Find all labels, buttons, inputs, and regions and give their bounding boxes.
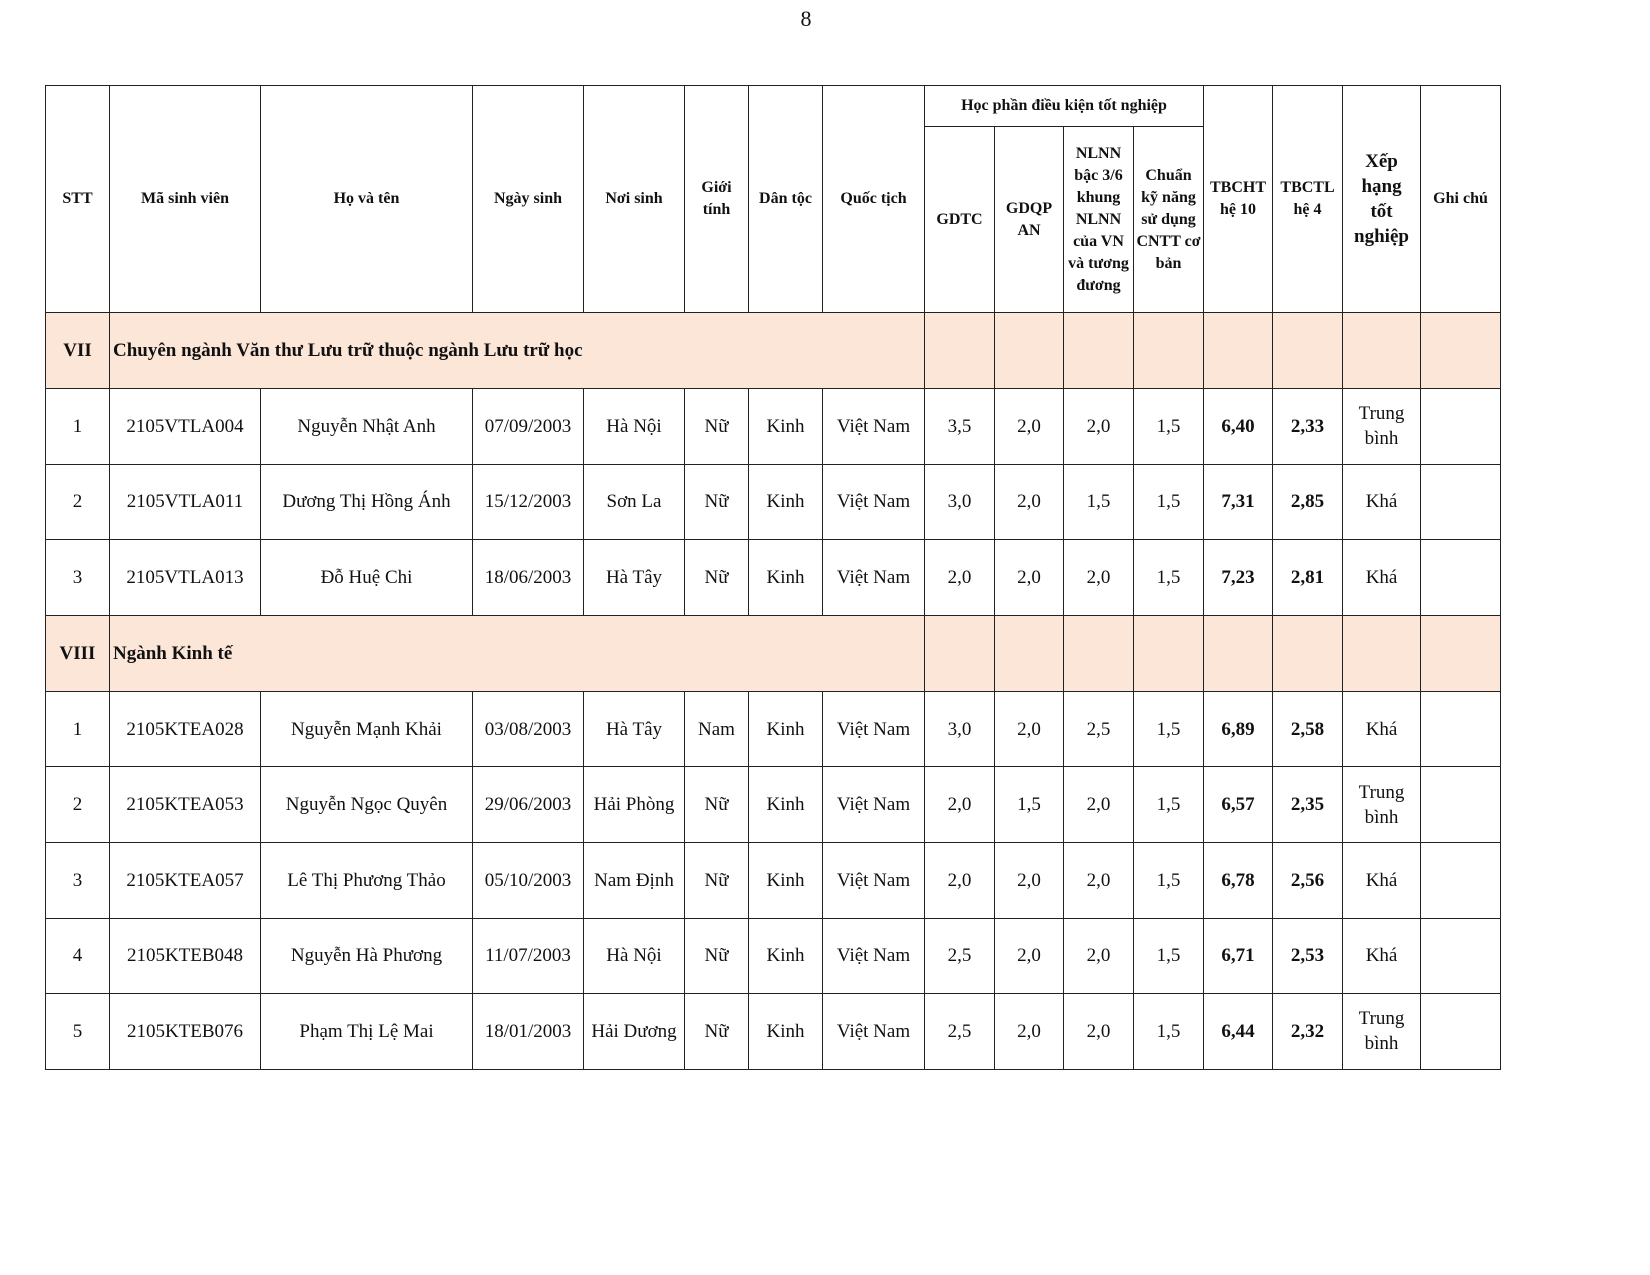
cell-cntt: 1,5 (1134, 464, 1204, 540)
section-empty-cell (1421, 313, 1501, 389)
cell-notes (1421, 464, 1501, 540)
cell-tbcht: 6,57 (1204, 767, 1273, 843)
cell-cntt: 1,5 (1134, 691, 1204, 767)
cell-ethnicity: Kinh (749, 540, 823, 616)
cell-nlnn: 2,0 (1064, 389, 1134, 465)
table-row (46, 540, 1501, 616)
cell-nlnn: 1,5 (1064, 464, 1134, 540)
cell-ranking: Khá (1343, 691, 1421, 767)
cell-gdqp: 2,0 (995, 691, 1064, 767)
cell-gdtc: 2,0 (925, 842, 995, 918)
cell-stt: 4 (46, 918, 110, 994)
table-row (46, 389, 1501, 465)
header-tbctl: TBCTL hệ 4 (1273, 86, 1343, 313)
cell-nationality: Việt Nam (823, 994, 925, 1070)
table-row (46, 918, 1501, 994)
header-birth-date: Ngày sinh (473, 86, 584, 313)
cell-tbcht: 6,78 (1204, 842, 1273, 918)
cell-student-id: 2105KTEA057 (110, 842, 261, 918)
cell-full-name: Nguyễn Ngọc Quyên (261, 767, 473, 843)
cell-gdtc: 3,0 (925, 464, 995, 540)
cell-nlnn: 2,0 (1064, 540, 1134, 616)
cell-stt: 2 (46, 464, 110, 540)
cell-tbctl: 2,85 (1273, 464, 1343, 540)
cell-birth-date: 15/12/2003 (473, 464, 584, 540)
cell-nlnn: 2,0 (1064, 918, 1134, 994)
section-row (46, 313, 1501, 389)
cell-gdqp: 2,0 (995, 918, 1064, 994)
cell-tbcht: 6,89 (1204, 691, 1273, 767)
section-empty-cell (1204, 615, 1273, 691)
table-row (46, 994, 1501, 1070)
cell-birth-date: 05/10/2003 (473, 842, 584, 918)
cell-tbcht: 6,44 (1204, 994, 1273, 1070)
cell-birth-date: 18/01/2003 (473, 994, 584, 1070)
page-number: 8 (800, 6, 812, 31)
cell-gender: Nữ (685, 767, 749, 843)
cell-birth-place: Hải Phòng (584, 767, 685, 843)
cell-ranking: Trung bình (1343, 767, 1421, 843)
cell-birth-place: Nam Định (584, 842, 685, 918)
cell-cntt: 1,5 (1134, 842, 1204, 918)
section-empty-cell (925, 615, 995, 691)
cell-tbctl: 2,58 (1273, 691, 1343, 767)
cell-ranking: Khá (1343, 540, 1421, 616)
section-numeral: VIII (46, 615, 110, 691)
header-gender: Giới tính (685, 86, 749, 313)
cell-gdtc: 2,0 (925, 540, 995, 616)
cell-gdqp: 2,0 (995, 464, 1064, 540)
cell-gender: Nữ (685, 389, 749, 465)
cell-ethnicity: Kinh (749, 464, 823, 540)
cell-student-id: 2105KTEB048 (110, 918, 261, 994)
section-title: Chuyên ngành Văn thư Lưu trữ thuộc ngành Lưu trữ học (110, 313, 925, 389)
section-empty-cell (1343, 313, 1421, 389)
section-empty-cell (1204, 313, 1273, 389)
section-numeral: VII (46, 313, 110, 389)
cell-stt: 2 (46, 767, 110, 843)
cell-gender: Nữ (685, 994, 749, 1070)
header-stt: STT (46, 86, 110, 313)
cell-gdtc: 3,0 (925, 691, 995, 767)
cell-birth-date: 07/09/2003 (473, 389, 584, 465)
header-cntt: Chuẩn kỹ năng sử dụng CNTT cơ bản (1134, 127, 1204, 313)
cell-ranking: Trung bình (1343, 994, 1421, 1070)
cell-notes (1421, 767, 1501, 843)
cell-tbctl: 2,32 (1273, 994, 1343, 1070)
cell-notes (1421, 918, 1501, 994)
cell-notes (1421, 842, 1501, 918)
cell-nationality: Việt Nam (823, 389, 925, 465)
cell-ranking: Khá (1343, 464, 1421, 540)
cell-birth-place: Hà Nội (584, 918, 685, 994)
section-empty-cell (1421, 615, 1501, 691)
cell-nationality: Việt Nam (823, 842, 925, 918)
cell-tbcht: 7,31 (1204, 464, 1273, 540)
cell-gdqp: 2,0 (995, 389, 1064, 465)
cell-birth-place: Sơn La (584, 464, 685, 540)
section-empty-cell (1064, 313, 1134, 389)
graduation-table (45, 85, 1501, 1070)
table-row (46, 691, 1501, 767)
header-nationality: Quốc tịch (823, 86, 925, 313)
header-birth-place: Nơi sinh (584, 86, 685, 313)
cell-gender: Nữ (685, 464, 749, 540)
cell-tbcht: 7,23 (1204, 540, 1273, 616)
cell-gdtc: 2,5 (925, 918, 995, 994)
section-title: Ngành Kinh tế (110, 615, 925, 691)
section-empty-cell (1343, 615, 1421, 691)
cell-ethnicity: Kinh (749, 389, 823, 465)
cell-gender: Nữ (685, 842, 749, 918)
cell-full-name: Nguyễn Mạnh Khải (261, 691, 473, 767)
cell-nationality: Việt Nam (823, 464, 925, 540)
table-row (46, 767, 1501, 843)
header-full-name: Họ và tên (261, 86, 473, 313)
cell-ethnicity: Kinh (749, 842, 823, 918)
header-notes: Ghi chú (1421, 86, 1501, 313)
cell-birth-date: 29/06/2003 (473, 767, 584, 843)
section-empty-cell (1064, 615, 1134, 691)
cell-cntt: 1,5 (1134, 767, 1204, 843)
cell-notes (1421, 691, 1501, 767)
cell-nationality: Việt Nam (823, 540, 925, 616)
cell-ethnicity: Kinh (749, 918, 823, 994)
cell-birth-date: 11/07/2003 (473, 918, 584, 994)
cell-ranking: Khá (1343, 918, 1421, 994)
cell-birth-date: 18/06/2003 (473, 540, 584, 616)
cell-tbctl: 2,81 (1273, 540, 1343, 616)
cell-gender: Nam (685, 691, 749, 767)
section-empty-cell (995, 313, 1064, 389)
cell-student-id: 2105KTEA028 (110, 691, 261, 767)
cell-full-name: Dương Thị Hồng Ánh (261, 464, 473, 540)
cell-student-id: 2105KTEB076 (110, 994, 261, 1070)
cell-student-id: 2105KTEA053 (110, 767, 261, 843)
cell-gdtc: 2,5 (925, 994, 995, 1070)
cell-gdqp: 1,5 (995, 767, 1064, 843)
cell-notes (1421, 994, 1501, 1070)
cell-notes (1421, 540, 1501, 616)
cell-ethnicity: Kinh (749, 994, 823, 1070)
cell-gdqp: 2,0 (995, 842, 1064, 918)
header-gdqp: GDQP AN (995, 127, 1064, 313)
cell-stt: 1 (46, 389, 110, 465)
section-empty-cell (1134, 313, 1204, 389)
cell-tbctl: 2,53 (1273, 918, 1343, 994)
cell-gender: Nữ (685, 918, 749, 994)
cell-nationality: Việt Nam (823, 767, 925, 843)
cell-student-id: 2105VTLA011 (110, 464, 261, 540)
cell-nlnn: 2,0 (1064, 842, 1134, 918)
section-empty-cell (995, 615, 1064, 691)
cell-nationality: Việt Nam (823, 918, 925, 994)
header-gdtc: GDTC (925, 127, 995, 313)
cell-cntt: 1,5 (1134, 918, 1204, 994)
table-row (46, 842, 1501, 918)
cell-stt: 3 (46, 842, 110, 918)
cell-ranking: Trung bình (1343, 389, 1421, 465)
cell-gdtc: 2,0 (925, 767, 995, 843)
section-row (46, 615, 1501, 691)
cell-birth-place: Hà Tây (584, 540, 685, 616)
section-empty-cell (925, 313, 995, 389)
header-student-id: Mã sinh viên (110, 86, 261, 313)
cell-cntt: 1,5 (1134, 540, 1204, 616)
cell-gender: Nữ (685, 540, 749, 616)
cell-tbcht: 6,71 (1204, 918, 1273, 994)
cell-gdqp: 2,0 (995, 994, 1064, 1070)
header-nlnn: NLNN bậc 3/6 khung NLNN của VN và tương đương (1064, 127, 1134, 313)
cell-nationality: Việt Nam (823, 691, 925, 767)
cell-student-id: 2105VTLA004 (110, 389, 261, 465)
cell-cntt: 1,5 (1134, 994, 1204, 1070)
cell-tbctl: 2,35 (1273, 767, 1343, 843)
cell-ranking: Khá (1343, 842, 1421, 918)
cell-cntt: 1,5 (1134, 389, 1204, 465)
header-grad-conditions: Học phần điều kiện tốt nghiệp (925, 86, 1204, 127)
section-empty-cell (1134, 615, 1204, 691)
header-tbcht: TBCHT hệ 10 (1204, 86, 1273, 313)
cell-full-name: Nguyễn Nhật Anh (261, 389, 473, 465)
cell-nlnn: 2,0 (1064, 994, 1134, 1070)
cell-birth-place: Hải Dương (584, 994, 685, 1070)
cell-stt: 1 (46, 691, 110, 767)
cell-gdqp: 2,0 (995, 540, 1064, 616)
cell-tbcht: 6,40 (1204, 389, 1273, 465)
cell-stt: 3 (46, 540, 110, 616)
header-ranking: Xếp hạng tốt nghiệp (1343, 86, 1421, 313)
section-empty-cell (1273, 313, 1343, 389)
section-empty-cell (1273, 615, 1343, 691)
header-ethnicity: Dân tộc (749, 86, 823, 313)
cell-notes (1421, 389, 1501, 465)
cell-gdtc: 3,5 (925, 389, 995, 465)
cell-ethnicity: Kinh (749, 767, 823, 843)
cell-student-id: 2105VTLA013 (110, 540, 261, 616)
cell-birth-date: 03/08/2003 (473, 691, 584, 767)
cell-birth-place: Hà Tây (584, 691, 685, 767)
cell-tbctl: 2,56 (1273, 842, 1343, 918)
cell-full-name: Đỗ Huệ Chi (261, 540, 473, 616)
table-row (46, 464, 1501, 540)
cell-full-name: Phạm Thị Lệ Mai (261, 994, 473, 1070)
cell-nlnn: 2,5 (1064, 691, 1134, 767)
cell-tbctl: 2,33 (1273, 389, 1343, 465)
cell-stt: 5 (46, 994, 110, 1070)
cell-nlnn: 2,0 (1064, 767, 1134, 843)
cell-full-name: Lê Thị Phương Thảo (261, 842, 473, 918)
cell-full-name: Nguyễn Hà Phương (261, 918, 473, 994)
cell-ethnicity: Kinh (749, 691, 823, 767)
cell-birth-place: Hà Nội (584, 389, 685, 465)
